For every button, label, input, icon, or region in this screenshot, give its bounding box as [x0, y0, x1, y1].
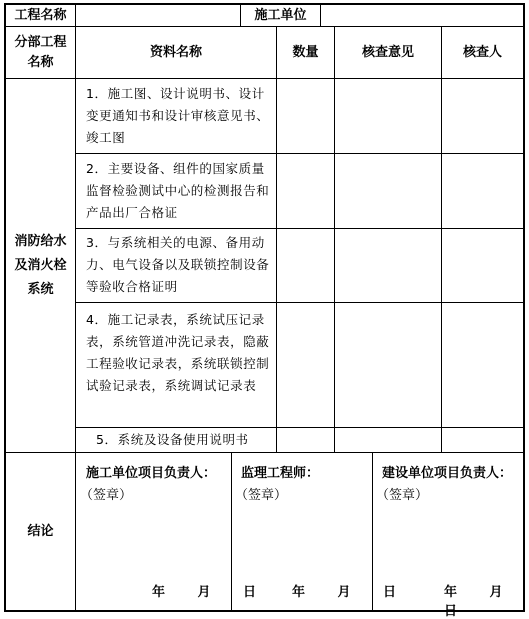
sub-project-name: 消防给水 及消火栓 系统: [14, 233, 67, 297]
opinion-cell[interactable]: [335, 154, 441, 228]
construction-unit-label: 施工单位: [254, 7, 307, 23]
col-reviewer: 核查人: [462, 44, 502, 60]
supervisor-date: 年 月 日: [292, 585, 411, 600]
reviewer-cell[interactable]: [442, 154, 523, 228]
quantity-cell[interactable]: [277, 79, 334, 153]
material-item-1: 1．施工图、设计说明书、设计变更通知书和设计审核意见书、竣工图: [86, 86, 270, 145]
supervisor-stamp: （签章）: [235, 488, 288, 503]
material-item-3: 3．与系统相关的电源、备用动力、电气设备以及联锁控制设备等验收合格证明: [86, 235, 270, 294]
opinion-cell[interactable]: [335, 229, 441, 302]
quantity-cell[interactable]: [277, 154, 334, 228]
reviewer-cell[interactable]: [442, 229, 523, 302]
reviewer-cell[interactable]: [442, 428, 523, 452]
project-name-label: 工程名称: [14, 7, 67, 23]
col-quantity: 数量: [292, 44, 319, 60]
reviewer-cell[interactable]: [442, 79, 523, 153]
construction-lead-stamp: （签章）: [80, 488, 133, 503]
material-item-4: 4．施工记录表，系统试压记录表，系统管道冲洗记录表，隐蔽工程验收记录表，系统联锁控制试验记录表，系统调试记录表: [86, 312, 270, 393]
col-material-name: 资料名称: [149, 44, 202, 60]
construction-lead-date: 年 月 日: [152, 585, 271, 600]
quantity-cell[interactable]: [277, 303, 334, 427]
construction-unit-field[interactable]: [321, 5, 523, 26]
quantity-cell[interactable]: [277, 229, 334, 302]
rule-items-end: [4, 452, 525, 453]
quantity-cell[interactable]: [277, 428, 334, 452]
supervisor-title: 监理工程师：: [241, 466, 320, 481]
col-review-opinion: 核查意见: [361, 44, 414, 60]
inspection-form: [4, 3, 525, 619]
opinion-cell[interactable]: [335, 303, 441, 427]
owner-lead-title: 建设单位项目负责人：: [382, 466, 513, 481]
material-item-5: 5．系统及设备使用说明书: [96, 432, 249, 447]
owner-lead-date: 年 月 日: [444, 585, 517, 619]
owner-lead-stamp: （签章）: [376, 488, 429, 503]
construction-lead-title: 施工单位项目负责人：: [86, 466, 217, 481]
opinion-cell[interactable]: [335, 79, 441, 153]
opinion-cell[interactable]: [335, 428, 441, 452]
reviewer-cell[interactable]: [442, 303, 523, 427]
border-right: [523, 3, 525, 612]
rule-conclusion-left: [75, 452, 76, 612]
project-name-field[interactable]: [76, 5, 240, 26]
col-sub-project: 分部工程 名称: [14, 34, 67, 70]
material-item-2: 2．主要设备、组件的国家质量监督检验测试中心的检测报告和产品出厂合格证: [86, 161, 270, 220]
conclusion-label: 结论: [27, 523, 54, 539]
